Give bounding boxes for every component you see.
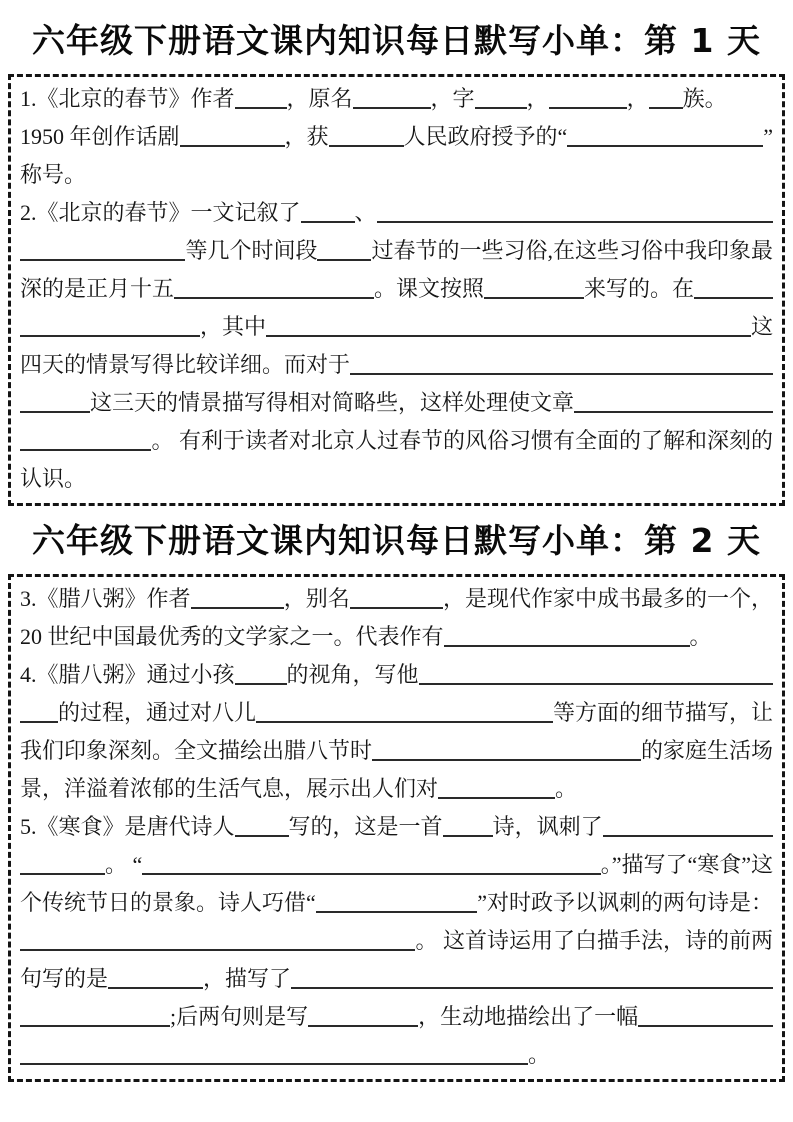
blank-answer-line (444, 645, 690, 647)
text-segment: 个传统节日的景象。诗人巧借“ (20, 890, 316, 915)
blank-answer-line (266, 335, 751, 337)
worksheet-line (20, 346, 773, 384)
worksheet-line (20, 884, 773, 922)
text-segment: 的视角，写他 (286, 662, 419, 687)
text-segment: 这三天的情景描写得相对简略些，这样处理使文章 (90, 390, 575, 415)
worksheet-line (20, 194, 773, 232)
blank-answer-line (350, 607, 443, 609)
blank-answer-line (20, 259, 185, 261)
text-segment: 。 (528, 1042, 551, 1067)
text-segment: ，生动地描绘出了一幅 (418, 1004, 639, 1029)
text-segment: ，字 (430, 86, 475, 111)
text-segment: 等几个时间段 (185, 238, 318, 263)
day-2-title: 六年级下册语文课内知识每日默写小单：第 2 天 (32, 521, 761, 560)
text-segment: 的过程，通过对八儿 (58, 700, 257, 725)
text-segment: 四天的情景写得比较详细。而对于 (20, 352, 351, 377)
text-segment: 过春节的一些习俗,在这些习俗中我印象最 (371, 238, 773, 263)
blank-answer-line (20, 411, 90, 413)
text-segment: ，别名 (283, 586, 350, 611)
worksheet-line (20, 732, 773, 770)
blank-answer-line (20, 873, 105, 875)
blank-answer-line (20, 949, 415, 951)
blank-answer-line (419, 683, 773, 685)
blank-answer-line (694, 297, 773, 299)
worksheet-line (20, 770, 773, 808)
text-segment: 。 “ (105, 852, 143, 877)
blank-answer-line (638, 1025, 773, 1027)
text-segment: ，原名 (286, 86, 353, 111)
blank-answer-line (20, 1063, 528, 1065)
text-segment: 代诗人 (168, 814, 235, 839)
blank-answer-line (191, 607, 284, 609)
worksheet-line (20, 1036, 773, 1074)
text-segment: 认识。 (20, 466, 87, 491)
text-segment: 5.《寒食》是 (20, 814, 147, 839)
blank-answer-line (372, 759, 641, 761)
blank-answer-line (353, 107, 431, 109)
blank-answer-line (235, 835, 289, 837)
text-segment: ，其中 (200, 314, 267, 339)
worksheet-line (20, 694, 773, 732)
worksheet-line (20, 960, 773, 998)
worksheet-line (20, 808, 773, 846)
text-segment: 。”描写了“寒食”这 (600, 852, 773, 877)
text-segment: ”对时政予以讽刺的两句诗是： (477, 890, 773, 915)
worksheet-line (20, 580, 773, 618)
text-segment: 称号。 (20, 162, 87, 187)
day-2-section (8, 518, 785, 1082)
worksheet-line (20, 656, 773, 694)
blank-answer-line (484, 297, 584, 299)
day-1-section (8, 18, 785, 506)
worksheet-line (20, 384, 773, 422)
worksheet-line (20, 618, 773, 656)
blank-answer-line (438, 797, 555, 799)
text-segment: 族。 (682, 86, 727, 111)
blank-answer-line (549, 107, 627, 109)
blank-answer-line (20, 721, 58, 723)
blank-answer-line (317, 259, 371, 261)
blank-answer-line (567, 145, 763, 147)
text-segment: 深的是正月十五 (20, 276, 175, 301)
day-2-question-box (8, 574, 785, 1082)
text-segment: 这 (750, 314, 773, 339)
text-segment: 诗，讽刺了 (492, 814, 603, 839)
blank-answer-line (329, 145, 404, 147)
blank-answer-line (603, 835, 773, 837)
blank-answer-line (574, 411, 773, 413)
text-segment: 3.《腊八粥》作者 (20, 586, 191, 611)
blank-answer-line (174, 297, 374, 299)
text-segment: 写的，这是一首 (288, 814, 443, 839)
text-segment: ， (626, 86, 649, 111)
blank-answer-line (377, 221, 773, 223)
worksheet-line (20, 232, 773, 270)
blank-answer-line (475, 107, 527, 109)
blank-answer-line (108, 987, 203, 989)
worksheet-line (20, 80, 773, 118)
worksheet-line (20, 156, 773, 194)
worksheet-line (20, 270, 773, 308)
blank-answer-line (649, 107, 683, 109)
text-segment: ，是现代作家中成书最多的一个， (443, 586, 773, 611)
text-segment: 的家庭生活场 (640, 738, 773, 763)
text-segment: 。 (555, 776, 578, 801)
blank-answer-line (443, 835, 493, 837)
text-segment: 景，洋溢着浓郁的生活气息，展示出人们对 (20, 776, 439, 801)
day-1-question-box (8, 74, 785, 506)
blank-answer-line (180, 145, 285, 147)
blank-answer-line (20, 335, 200, 337)
text-segment: 20 世纪中国最优秀的文学家之一。代表作有 (20, 624, 444, 649)
blank-answer-line (235, 107, 287, 109)
blank-answer-line (301, 221, 355, 223)
text-segment: ， (526, 86, 549, 111)
text-segment: 等方面的细节描写，让 (552, 700, 773, 725)
text-segment: ;后两句则是写 (170, 1004, 309, 1029)
text-segment: 1.《北京的春节》作者 (20, 86, 235, 111)
text-segment: 4.《腊八粥》通过小孩 (20, 662, 235, 687)
worksheet-line (20, 460, 773, 498)
text-segment: 、 (354, 200, 377, 225)
worksheet-line (20, 998, 773, 1036)
blank-answer-line (308, 1025, 418, 1027)
blank-answer-line (316, 911, 477, 913)
text-segment: ” (763, 124, 773, 149)
text-segment: 句写的是 (20, 966, 109, 991)
text-segment: 我们印象深刻。全文描绘出腊八节时 (20, 738, 373, 763)
worksheet-line (20, 846, 773, 884)
blank-answer-line (291, 987, 773, 989)
worksheet-line (20, 308, 773, 346)
worksheet-line (20, 118, 773, 156)
blank-answer-line (20, 449, 151, 451)
text-segment: 。课文按照 (374, 276, 485, 301)
text-segment: 人民政府授予的“ (403, 124, 568, 149)
blank-answer-line (20, 1025, 170, 1027)
worksheet-line (20, 422, 773, 460)
text-segment: 。 有利于读者对北京人过春节的风俗习惯有全面的了解和深刻的 (151, 428, 773, 453)
blank-answer-line (142, 873, 600, 875)
worksheet-line (20, 922, 773, 960)
text-segment: 1950 年创作话剧 (20, 124, 180, 149)
text-segment: ，描写了 (203, 966, 292, 991)
text-segment: 来写的。在 (584, 276, 695, 301)
underlined-text-segment: 唐 (147, 808, 169, 846)
blank-answer-line (350, 373, 773, 375)
day-1-title: 六年级下册语文课内知识每日默写小单：第 1 天 (32, 21, 761, 60)
text-segment: 。 这首诗运用了白描手法，诗的前两 (415, 928, 773, 953)
text-segment: 。 (689, 624, 712, 649)
text-segment: 2.《北京的春节》一文记叙了 (20, 200, 301, 225)
blank-answer-line (235, 683, 287, 685)
blank-answer-line (256, 721, 553, 723)
text-segment: ，获 (284, 124, 329, 149)
